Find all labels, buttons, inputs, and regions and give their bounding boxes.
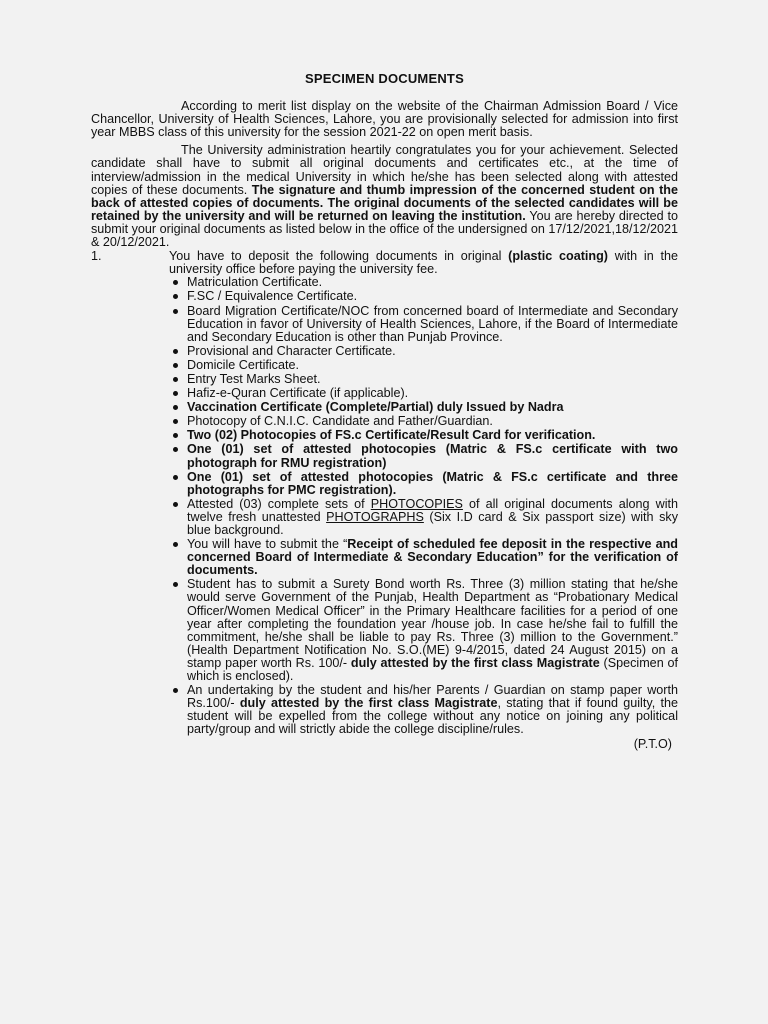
undertaking-bold-text: duly attested by the first class Magistrate xyxy=(239,696,498,711)
document-list xyxy=(169,276,678,736)
list-item: Matriculation Certificate. xyxy=(169,276,678,289)
surety-bold-text: duly attested by the first class Magistrate xyxy=(350,655,600,670)
list-item xyxy=(169,498,678,537)
list-item: One (01) set of attested photocopies (Matric & FS.c certificate and three photographs for PMC registration). xyxy=(169,471,678,497)
surety-text-end: (Specimen of which is enclosed). xyxy=(187,655,678,684)
list-item: Board Migration Certificate/NOC from concerned board of Intermediate and Secondary Education in favor of University of Health Sciences, Lahore, if the Board of Intermediate and Secondary Education is other than Punjab Province. xyxy=(169,305,678,344)
item-number: 1. xyxy=(91,249,102,264)
congratulations-paragraph xyxy=(91,144,678,249)
document-title: SPECIMEN DOCUMENTS xyxy=(305,71,464,86)
list-item: Provisional and Character Certificate. xyxy=(169,345,678,358)
list-item: Entry Test Marks Sheet. xyxy=(169,373,678,386)
photographs-text: PHOTOGRAPHS xyxy=(326,509,424,524)
surety-text: Student has to submit a Surety Bond worth Rs. Three (3) million stating that he/she would serve Government of the Punjab, Health Department as “Probationary Medical Officer/Women Medical Officer” in the Primary Healthcare facilities for a period of one year after completing the foundation year /house job. In case he/she fail to fulfill the commitment, he/she shall be liable to pay Rs. Three (3) million to the Government.” (Health Department Notification No. S.O.(ME) 9-4/2015, dated 24 August 2015) on a stamp paper worth Rs. 100/- xyxy=(187,577,678,670)
undertaking-text: An undertaking by the student and his/her Parents / Guardian on stamp paper worth Rs.100/- xyxy=(187,683,678,711)
item-intro-text: You have to deposit the following documents in original xyxy=(169,249,509,264)
intro-paragraph: According to merit list display on the website of the Chairman Admission Board / Vice Chancellor, University of Health Sciences, Lahore, you are provisionally selected for admission into first year MBBS class of this university for the session 2021-22 on open merit basis. xyxy=(91,99,678,140)
plastic-coating-text: (plastic coating) xyxy=(508,249,608,264)
list-item: One (01) set of attested photocopies (Matric & FS.c certificate with two photograph for RMU registration) xyxy=(169,443,678,469)
attested-text-mid: of all original documents along with twelve fresh unattested xyxy=(187,496,678,524)
undertaking-text-end: , stating that if found guilty, the student will be expelled from the college without any notice on joining any political party/group and will strictly abide the college discipline/rules. xyxy=(187,696,678,737)
list-item: F.SC / Equivalence Certificate. xyxy=(169,290,678,303)
list-item xyxy=(169,538,678,577)
receipt-bold-text: Receipt of scheduled fee deposit in the respective and concerned Board of Intermediate & Secondary Education” for the verification of documents. xyxy=(187,537,678,578)
document-body xyxy=(91,70,678,751)
list-item: Photocopy of C.N.I.C. Candidate and Father/Guardian. xyxy=(169,415,678,428)
submission-dates-text: You are hereby directed to submit your original documents as listed below in the office of the undersigned on 17/12/2021,18/12/2021 & 20/12/2021. xyxy=(91,208,678,250)
photocopies-text: PHOTOCOPIES xyxy=(370,496,463,511)
numbered-item-1 xyxy=(91,250,678,736)
list-item: Two (02) Photocopies of FS.c Certificate/Result Card for verification. xyxy=(169,429,678,442)
item-intro xyxy=(169,250,678,276)
list-item: Hafiz-e-Quran Certificate (if applicable). xyxy=(169,387,678,400)
list-item xyxy=(169,684,678,736)
receipt-text: You will have to submit the “ xyxy=(187,537,348,552)
signature-requirement-text: The signature and thumb impression of the concerned student on the back of attested copies of documents. The original documents of the selected candidates will be retained by the university and will be returned on leaving the institution. xyxy=(91,182,678,223)
congrats-text: The University administration heartily congratulates you for your achievement. Selected candidate shall have to submit all original documents and certificates etc., at the time of interview/admission in the medical University in which he/she has been selected along with attested copies of these documents. xyxy=(91,143,678,197)
page-turn-over-note: (P.T.O) xyxy=(633,736,672,751)
attested-text-end: (Six I.D card & Six passport size) with sky blue background. xyxy=(187,509,678,537)
list-item xyxy=(169,578,678,683)
list-item: Domicile Certificate. xyxy=(169,359,678,372)
attested-text: Attested (03) complete sets of xyxy=(187,496,371,511)
list-item: Vaccination Certificate (Complete/Partial) duly Issued by Nadra xyxy=(169,401,678,414)
item-intro-text-end: with in the university office before paying the university fee. xyxy=(169,249,679,277)
